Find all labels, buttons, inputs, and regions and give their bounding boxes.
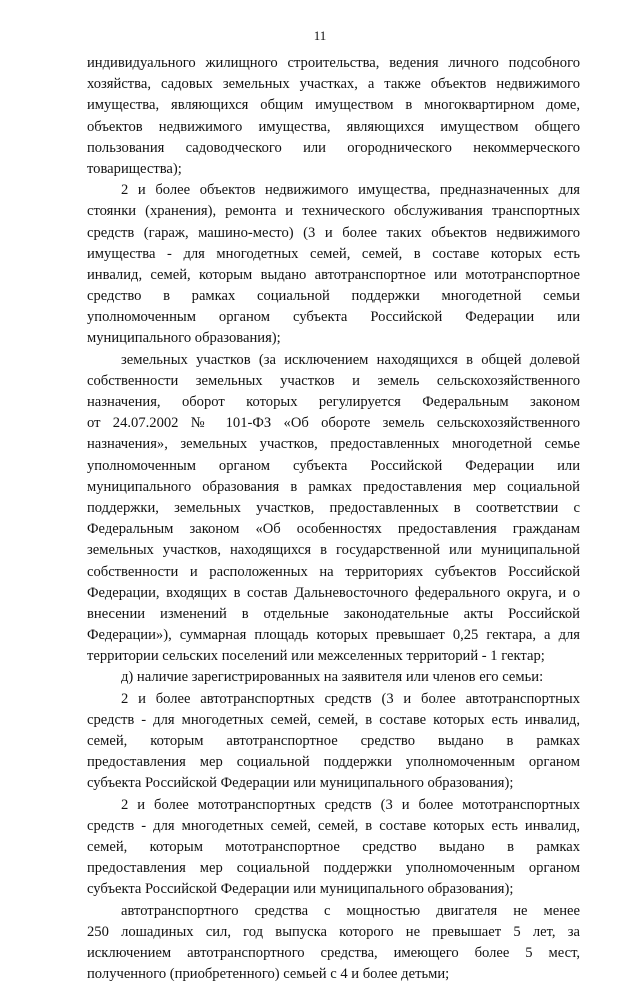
text-line: семей, которым мототранспортное средство выдано в рамках	[87, 837, 580, 858]
paragraph-garage-objects	[87, 180, 580, 350]
text-line: исключением автотранспортного средства, имеющего более 5 мест,	[87, 943, 580, 964]
paragraph-automobiles	[87, 689, 580, 795]
text-line: внесении изменений в отдельные законодательные акты Российской	[87, 604, 580, 625]
text-line: Федерации»), суммарная площадь которых превышает 0,25 гектара, а для	[87, 625, 580, 646]
text-line: индивидуального жилищного строительства, ведения личного подсобного	[87, 53, 580, 74]
document-body	[87, 53, 580, 985]
text-line: назначения, оборот которых регулируется Федеральным законом	[87, 392, 580, 413]
text-line: инвалид, семей, которым выдано автотранспортное или мототранспортное	[87, 265, 580, 286]
text-line: средств - для многодетных семей, семей, в составе которых есть инвалид,	[87, 816, 580, 837]
page-number: 11	[0, 28, 640, 44]
text-line: предоставления мер социальной поддержки уполномоченным органом	[87, 858, 580, 879]
text-line: территории сельских поселений или межселенных территорий - 1 гектар;	[87, 646, 580, 667]
text-line: земельных участков, находящихся в государственной или муниципальной	[87, 540, 580, 561]
text-line: предоставления мер социальной поддержки уполномоченным органом	[87, 752, 580, 773]
text-line: поддержки, земельных участков, предоставленных в соответствии с	[87, 498, 580, 519]
paragraph-land-plots	[87, 350, 580, 668]
text-line: 2 и более автотранспортных средств (3 и более автотранспортных	[87, 689, 580, 710]
text-line: муниципального образования в рамках предоставления мер социальной	[87, 477, 580, 498]
text-line: средств - для многодетных семей, семей, в составе которых есть инвалид,	[87, 710, 580, 731]
text-line: уполномоченным органом субъекта Российской Федерации или	[87, 307, 580, 328]
text-line: д) наличие зарегистрированных на заявителя или членов его семьи:	[87, 667, 580, 688]
text-line: имущества, являющихся общим имуществом в многоквартирном доме,	[87, 95, 580, 116]
text-line: имущества - для многодетных семей, семей, в составе которых есть	[87, 244, 580, 265]
text-line: 250 лошадиных сил, год выпуска которого не превышает 5 лет, за	[87, 922, 580, 943]
text-line: назначения», земельных участков, предоставленных многодетной семье	[87, 434, 580, 455]
text-line: средство в рамках социальной поддержки многодетной семьи	[87, 286, 580, 307]
text-line: объектов недвижимого имущества, являющихся имуществом общего	[87, 117, 580, 138]
text-line: автотранспортного средства с мощностью двигателя не менее	[87, 901, 580, 922]
text-line: стоянки (хранения), ремонта и технического обслуживания транспортных	[87, 201, 580, 222]
paragraph-registered-vehicles-intro	[87, 667, 580, 688]
text-line: земельных участков (за исключением находящихся в общей долевой	[87, 350, 580, 371]
text-line: средств (гараж, машино-место) (3 и более таких объектов недвижимого	[87, 223, 580, 244]
text-line: семей, которым автотранспортное средство выдано в рамках	[87, 731, 580, 752]
text-line: муниципального образования);	[87, 328, 580, 349]
text-line: полученного (приобретенного) семьей с 4 и более детьми;	[87, 964, 580, 985]
text-line: собственности земельных участков и земель сельскохозяйственного	[87, 371, 580, 392]
text-line: собственности и расположенных на территориях субъектов Российской	[87, 562, 580, 583]
text-line: хозяйства, садовых земельных участках, а также объектов недвижимого	[87, 74, 580, 95]
text-line: товарищества);	[87, 159, 580, 180]
text-line: 2 и более объектов недвижимого имущества, предназначенных для	[87, 180, 580, 201]
paragraph-high-power-vehicle	[87, 901, 580, 985]
text-line: пользования садоводческого или огороднического некоммерческого	[87, 138, 580, 159]
text-line: Федеральным законом «Об особенностях предоставления гражданам	[87, 519, 580, 540]
text-line: Федерации, входящих в состав Дальневосточного федерального округа, и о	[87, 583, 580, 604]
text-line: уполномоченным органом субъекта Российской Федерации или	[87, 456, 580, 477]
paragraph-motorcycles	[87, 795, 580, 901]
text-line: субъекта Российской Федерации или муниципального образования);	[87, 773, 580, 794]
text-line: субъекта Российской Федерации или муниципального образования);	[87, 879, 580, 900]
text-line: 2 и более мототранспортных средств (3 и более мототранспортных	[87, 795, 580, 816]
text-line: от 24.07.2002 № 101-ФЗ «Об обороте земель сельскохозяйственного	[87, 413, 580, 434]
paragraph-continued-property-list	[87, 53, 580, 180]
